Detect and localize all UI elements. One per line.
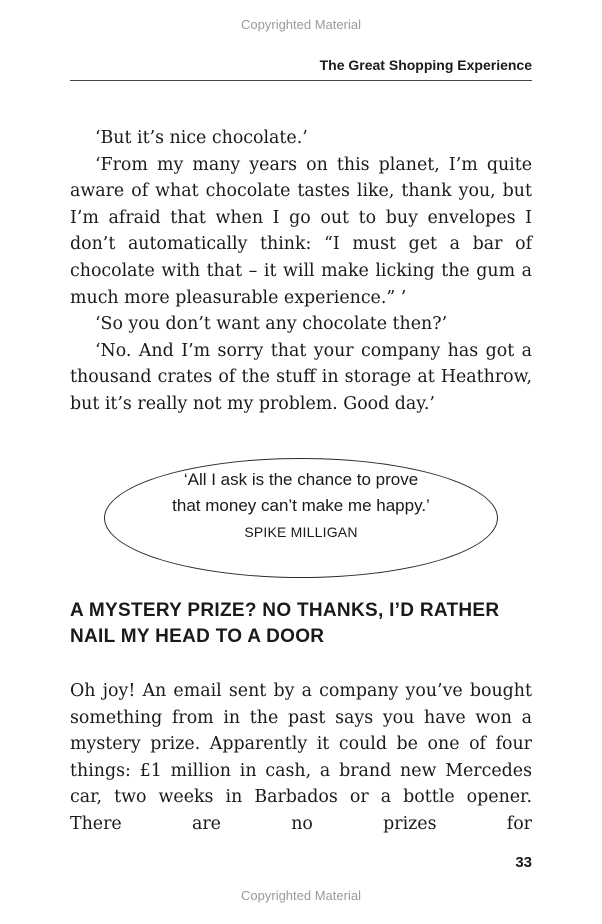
quote-line-2: that money can’t make me happy.’ xyxy=(172,496,430,515)
section-paragraph: Oh joy! An email sent by a company you’ve bought something from in the past says you have won a mystery prize. Apparently it could be one of four things: £1 million in cash, a brand new Mercedes car, two weeks in Barbados or a bottle opener. There are no prizes for xyxy=(70,681,532,834)
copyright-watermark-bottom: Copyrighted Material xyxy=(241,888,361,903)
dialogue-text xyxy=(70,125,532,418)
page-number: 33 xyxy=(515,854,532,871)
dialogue-paragraph: ‘No. And I’m sorry that your company has got a thousand crates of the stuff in storage at Heathrow, but it’s really not my problem. Good day.’ xyxy=(70,340,532,414)
dialogue-paragraph: ‘So you don’t want any chocolate then?’ xyxy=(95,314,448,335)
header-rule xyxy=(70,80,532,81)
quote-attribution: SPIKE MILLIGAN xyxy=(244,524,358,540)
section-body xyxy=(70,678,532,838)
quote-line-1: ‘All I ask is the chance to prove xyxy=(183,470,419,489)
copyright-watermark-top: Copyrighted Material xyxy=(241,17,361,32)
dialogue-paragraph: ‘From my many years on this planet, I’m quite aware of what chocolate tastes like, thank you, but I’m afraid that when I go out to buy envelopes I don’t automatically think: “I must get a bar of chocolate with that – it will make licking the gum a much more pleasurable experience.” ’ xyxy=(70,154,532,308)
section-heading: A MYSTERY PRIZE? NO THANKS, I’D RATHER NAIL MY HEAD TO A DOOR xyxy=(70,600,500,647)
running-header: The Great Shopping Experience xyxy=(319,57,532,73)
dialogue-paragraph: ‘But it’s nice chocolate.’ xyxy=(95,128,308,148)
